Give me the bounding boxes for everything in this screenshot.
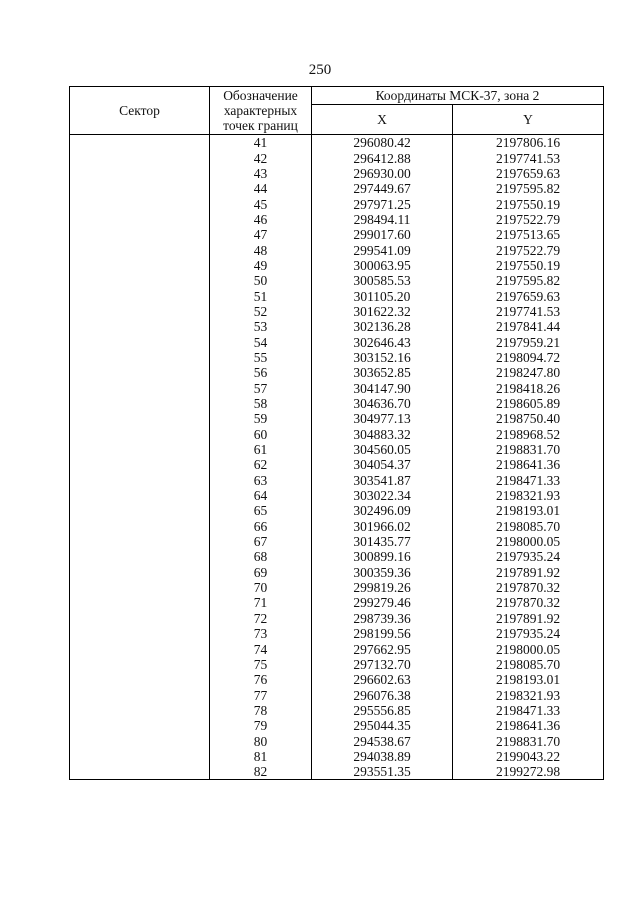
point-cell: 73 bbox=[210, 626, 312, 641]
table-row bbox=[70, 718, 604, 733]
sector-cell bbox=[70, 764, 210, 780]
point-cell: 58 bbox=[210, 396, 312, 411]
table-row bbox=[70, 657, 604, 672]
table-row bbox=[70, 304, 604, 319]
table-row bbox=[70, 703, 604, 718]
y-cell: 2197522.79 bbox=[453, 212, 604, 227]
table-row bbox=[70, 611, 604, 626]
x-cell: 301435.77 bbox=[312, 534, 453, 549]
sector-cell bbox=[70, 733, 210, 748]
y-cell: 2198085.70 bbox=[453, 657, 604, 672]
sector-cell bbox=[70, 304, 210, 319]
x-cell: 296080.42 bbox=[312, 135, 453, 151]
point-cell: 74 bbox=[210, 641, 312, 656]
point-cell: 47 bbox=[210, 227, 312, 242]
sector-cell bbox=[70, 687, 210, 702]
sector-cell bbox=[70, 657, 210, 672]
x-cell: 296602.63 bbox=[312, 672, 453, 687]
sector-cell bbox=[70, 411, 210, 426]
point-cell: 71 bbox=[210, 595, 312, 610]
header-point: Обозначение характерных точек границ bbox=[210, 87, 312, 135]
table-row bbox=[70, 565, 604, 580]
table-row bbox=[70, 288, 604, 303]
point-cell: 60 bbox=[210, 427, 312, 442]
point-cell: 80 bbox=[210, 733, 312, 748]
y-cell: 2198247.80 bbox=[453, 365, 604, 380]
point-cell: 63 bbox=[210, 473, 312, 488]
x-cell: 293551.35 bbox=[312, 764, 453, 780]
sector-cell bbox=[70, 749, 210, 764]
point-cell: 72 bbox=[210, 611, 312, 626]
y-cell: 2198321.93 bbox=[453, 488, 604, 503]
y-cell: 2197522.79 bbox=[453, 242, 604, 257]
coordinates-table bbox=[69, 86, 604, 780]
sector-cell bbox=[70, 181, 210, 196]
table-row bbox=[70, 764, 604, 780]
y-cell: 2198471.33 bbox=[453, 473, 604, 488]
point-cell: 43 bbox=[210, 166, 312, 181]
sector-cell bbox=[70, 626, 210, 641]
x-cell: 298494.11 bbox=[312, 212, 453, 227]
point-cell: 76 bbox=[210, 672, 312, 687]
table-row bbox=[70, 733, 604, 748]
y-cell: 2197550.19 bbox=[453, 196, 604, 211]
point-cell: 66 bbox=[210, 519, 312, 534]
table-row bbox=[70, 595, 604, 610]
table-row bbox=[70, 166, 604, 181]
page-number: 250 bbox=[308, 62, 332, 78]
sector-cell bbox=[70, 212, 210, 227]
y-cell: 2198641.36 bbox=[453, 457, 604, 472]
sector-cell bbox=[70, 135, 210, 151]
point-cell: 70 bbox=[210, 580, 312, 595]
table-row bbox=[70, 396, 604, 411]
header-sector: Сектор bbox=[70, 87, 210, 135]
table-row bbox=[70, 580, 604, 595]
sector-cell bbox=[70, 473, 210, 488]
x-cell: 301105.20 bbox=[312, 288, 453, 303]
y-cell: 2198831.70 bbox=[453, 733, 604, 748]
table-row bbox=[70, 381, 604, 396]
table-row bbox=[70, 749, 604, 764]
y-cell: 2199272.98 bbox=[453, 764, 604, 780]
x-cell: 302136.28 bbox=[312, 319, 453, 334]
sector-cell bbox=[70, 442, 210, 457]
point-cell: 81 bbox=[210, 749, 312, 764]
table-row bbox=[70, 534, 604, 549]
point-cell: 45 bbox=[210, 196, 312, 211]
y-cell: 2198605.89 bbox=[453, 396, 604, 411]
y-cell: 2197870.32 bbox=[453, 580, 604, 595]
table-row bbox=[70, 196, 604, 211]
sector-cell bbox=[70, 565, 210, 580]
x-cell: 294038.89 bbox=[312, 749, 453, 764]
x-cell: 304054.37 bbox=[312, 457, 453, 472]
point-cell: 44 bbox=[210, 181, 312, 196]
table-row bbox=[70, 442, 604, 457]
sector-cell bbox=[70, 288, 210, 303]
point-cell: 46 bbox=[210, 212, 312, 227]
table-row bbox=[70, 626, 604, 641]
point-cell: 69 bbox=[210, 565, 312, 580]
point-cell: 82 bbox=[210, 764, 312, 780]
point-cell: 51 bbox=[210, 288, 312, 303]
y-cell: 2198968.52 bbox=[453, 427, 604, 442]
point-cell: 57 bbox=[210, 381, 312, 396]
x-cell: 302496.09 bbox=[312, 503, 453, 518]
y-cell: 2197741.53 bbox=[453, 304, 604, 319]
x-cell: 298739.36 bbox=[312, 611, 453, 626]
x-cell: 302646.43 bbox=[312, 334, 453, 349]
x-cell: 296076.38 bbox=[312, 687, 453, 702]
x-cell: 296930.00 bbox=[312, 166, 453, 181]
y-cell: 2198641.36 bbox=[453, 718, 604, 733]
table-row bbox=[70, 411, 604, 426]
table-row bbox=[70, 150, 604, 165]
y-cell: 2198094.72 bbox=[453, 350, 604, 365]
y-cell: 2197891.92 bbox=[453, 565, 604, 580]
y-cell: 2197935.24 bbox=[453, 549, 604, 564]
y-cell: 2198418.26 bbox=[453, 381, 604, 396]
x-cell: 301622.32 bbox=[312, 304, 453, 319]
table-row bbox=[70, 365, 604, 380]
y-cell: 2197550.19 bbox=[453, 258, 604, 273]
point-cell: 62 bbox=[210, 457, 312, 472]
y-cell: 2197891.92 bbox=[453, 611, 604, 626]
sector-cell bbox=[70, 519, 210, 534]
x-cell: 304883.32 bbox=[312, 427, 453, 442]
y-cell: 2198085.70 bbox=[453, 519, 604, 534]
x-cell: 299279.46 bbox=[312, 595, 453, 610]
point-cell: 78 bbox=[210, 703, 312, 718]
sector-cell bbox=[70, 672, 210, 687]
x-cell: 303541.87 bbox=[312, 473, 453, 488]
x-cell: 297449.67 bbox=[312, 181, 453, 196]
y-cell: 2197959.21 bbox=[453, 334, 604, 349]
point-cell: 49 bbox=[210, 258, 312, 273]
table-row bbox=[70, 135, 604, 151]
sector-cell bbox=[70, 703, 210, 718]
table-row bbox=[70, 258, 604, 273]
x-cell: 296412.88 bbox=[312, 150, 453, 165]
point-cell: 77 bbox=[210, 687, 312, 702]
header-y: Y bbox=[453, 105, 604, 135]
x-cell: 297132.70 bbox=[312, 657, 453, 672]
y-cell: 2198193.01 bbox=[453, 503, 604, 518]
y-cell: 2197595.82 bbox=[453, 181, 604, 196]
y-cell: 2197659.63 bbox=[453, 166, 604, 181]
sector-cell bbox=[70, 319, 210, 334]
table-row bbox=[70, 319, 604, 334]
y-cell: 2197935.24 bbox=[453, 626, 604, 641]
y-cell: 2198000.05 bbox=[453, 534, 604, 549]
x-cell: 300585.53 bbox=[312, 273, 453, 288]
point-cell: 52 bbox=[210, 304, 312, 319]
x-cell: 303022.34 bbox=[312, 488, 453, 503]
table-body bbox=[70, 135, 604, 780]
x-cell: 297662.95 bbox=[312, 641, 453, 656]
table-row bbox=[70, 503, 604, 518]
y-cell: 2197513.65 bbox=[453, 227, 604, 242]
y-cell: 2197870.32 bbox=[453, 595, 604, 610]
sector-cell bbox=[70, 595, 210, 610]
sector-cell bbox=[70, 365, 210, 380]
table-row bbox=[70, 181, 604, 196]
point-cell: 54 bbox=[210, 334, 312, 349]
x-cell: 303152.16 bbox=[312, 350, 453, 365]
sector-cell bbox=[70, 534, 210, 549]
sector-cell bbox=[70, 396, 210, 411]
point-cell: 55 bbox=[210, 350, 312, 365]
y-cell: 2198321.93 bbox=[453, 687, 604, 702]
point-cell: 65 bbox=[210, 503, 312, 518]
point-cell: 61 bbox=[210, 442, 312, 457]
table-row bbox=[70, 334, 604, 349]
y-cell: 2198193.01 bbox=[453, 672, 604, 687]
sector-cell bbox=[70, 150, 210, 165]
point-cell: 41 bbox=[210, 135, 312, 151]
table-row bbox=[70, 273, 604, 288]
table-row bbox=[70, 549, 604, 564]
x-cell: 295556.85 bbox=[312, 703, 453, 718]
table-row bbox=[70, 641, 604, 656]
sector-cell bbox=[70, 457, 210, 472]
point-cell: 79 bbox=[210, 718, 312, 733]
header-x: X bbox=[312, 105, 453, 135]
y-cell: 2197806.16 bbox=[453, 135, 604, 151]
table-row bbox=[70, 227, 604, 242]
point-cell: 56 bbox=[210, 365, 312, 380]
table-row bbox=[70, 350, 604, 365]
sector-cell bbox=[70, 641, 210, 656]
y-cell: 2197659.63 bbox=[453, 288, 604, 303]
table-row bbox=[70, 687, 604, 702]
header-coordinates: Координаты МСК-37, зона 2 bbox=[312, 87, 604, 105]
sector-cell bbox=[70, 273, 210, 288]
table-row bbox=[70, 672, 604, 687]
point-cell: 64 bbox=[210, 488, 312, 503]
table-row bbox=[70, 427, 604, 442]
x-cell: 294538.67 bbox=[312, 733, 453, 748]
sector-cell bbox=[70, 381, 210, 396]
x-cell: 304636.70 bbox=[312, 396, 453, 411]
x-cell: 304977.13 bbox=[312, 411, 453, 426]
y-cell: 2199043.22 bbox=[453, 749, 604, 764]
table-row bbox=[70, 212, 604, 227]
x-cell: 298199.56 bbox=[312, 626, 453, 641]
table-row bbox=[70, 457, 604, 472]
sector-cell bbox=[70, 242, 210, 257]
table-row bbox=[70, 473, 604, 488]
sector-cell bbox=[70, 503, 210, 518]
sector-cell bbox=[70, 718, 210, 733]
table-row bbox=[70, 242, 604, 257]
point-cell: 68 bbox=[210, 549, 312, 564]
point-cell: 59 bbox=[210, 411, 312, 426]
y-cell: 2198750.40 bbox=[453, 411, 604, 426]
sector-cell bbox=[70, 166, 210, 181]
point-cell: 50 bbox=[210, 273, 312, 288]
sector-cell bbox=[70, 580, 210, 595]
y-cell: 2197741.53 bbox=[453, 150, 604, 165]
x-cell: 304560.05 bbox=[312, 442, 453, 457]
y-cell: 2198831.70 bbox=[453, 442, 604, 457]
sector-cell bbox=[70, 488, 210, 503]
sector-cell bbox=[70, 350, 210, 365]
point-cell: 48 bbox=[210, 242, 312, 257]
x-cell: 299819.26 bbox=[312, 580, 453, 595]
sector-cell bbox=[70, 258, 210, 273]
y-cell: 2197595.82 bbox=[453, 273, 604, 288]
x-cell: 295044.35 bbox=[312, 718, 453, 733]
y-cell: 2198000.05 bbox=[453, 641, 604, 656]
x-cell: 300063.95 bbox=[312, 258, 453, 273]
y-cell: 2197841.44 bbox=[453, 319, 604, 334]
y-cell: 2198471.33 bbox=[453, 703, 604, 718]
x-cell: 304147.90 bbox=[312, 381, 453, 396]
x-cell: 303652.85 bbox=[312, 365, 453, 380]
point-cell: 53 bbox=[210, 319, 312, 334]
x-cell: 299017.60 bbox=[312, 227, 453, 242]
sector-cell bbox=[70, 227, 210, 242]
sector-cell bbox=[70, 611, 210, 626]
table-row bbox=[70, 488, 604, 503]
sector-cell bbox=[70, 334, 210, 349]
point-cell: 42 bbox=[210, 150, 312, 165]
point-cell: 67 bbox=[210, 534, 312, 549]
sector-cell bbox=[70, 427, 210, 442]
sector-cell bbox=[70, 196, 210, 211]
x-cell: 301966.02 bbox=[312, 519, 453, 534]
table-row bbox=[70, 519, 604, 534]
sector-cell bbox=[70, 549, 210, 564]
point-cell: 75 bbox=[210, 657, 312, 672]
x-cell: 299541.09 bbox=[312, 242, 453, 257]
x-cell: 300359.36 bbox=[312, 565, 453, 580]
x-cell: 300899.16 bbox=[312, 549, 453, 564]
x-cell: 297971.25 bbox=[312, 196, 453, 211]
